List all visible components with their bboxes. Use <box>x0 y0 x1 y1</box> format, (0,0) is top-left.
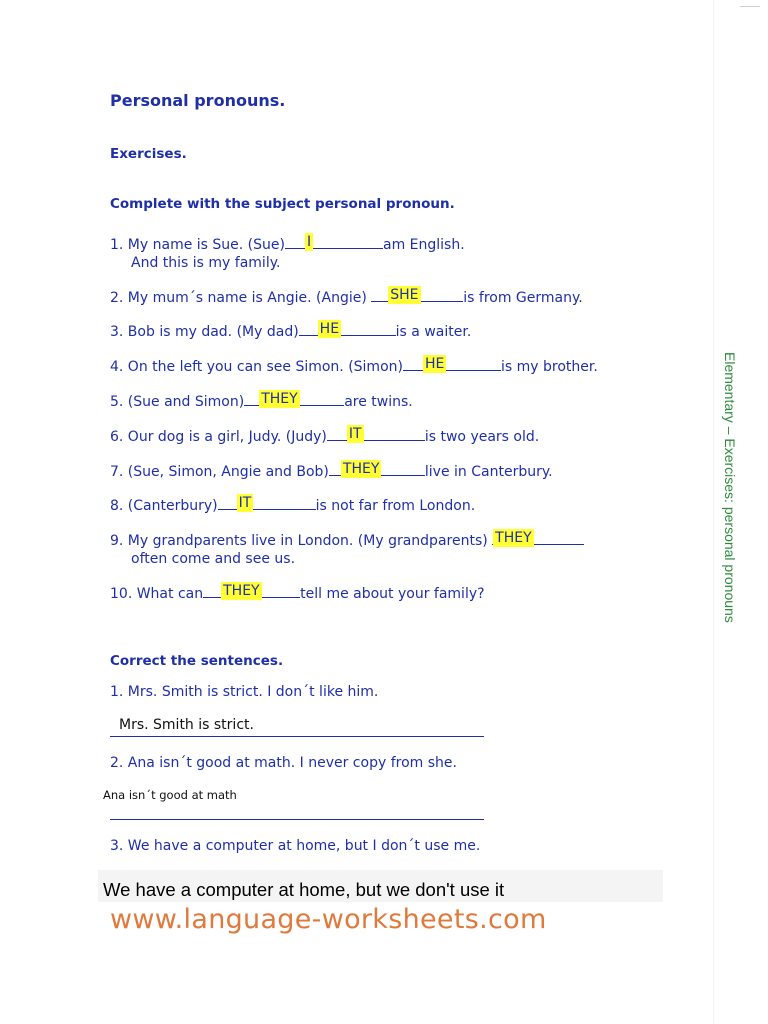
answer-highlight: IT <box>348 426 362 442</box>
exercises-heading: Exercises. <box>110 146 187 162</box>
exercise-item <box>110 286 583 307</box>
answer-blank <box>244 390 344 406</box>
item-text: live in Canterbury. <box>424 464 553 480</box>
item-continuation: often come and see us. <box>131 551 296 567</box>
answer-highlight: IT <box>238 495 252 511</box>
page-edge-divider <box>713 0 714 1024</box>
answer-highlight: I <box>306 234 312 250</box>
exercise-item <box>110 320 471 341</box>
correction-answer: We have a computer at home, but we don't use it <box>103 879 505 900</box>
section1-heading: Complete with the subject personal pronoun. <box>110 196 455 212</box>
answer-blank <box>329 460 425 476</box>
correction-question: 3. We have a computer at home, but I don´t use me. <box>110 838 481 854</box>
answer-line <box>110 819 484 820</box>
item-text: is a waiter. <box>395 324 472 340</box>
item-text: 3. Bob is my dad. (My dad) <box>110 324 299 340</box>
item-text: am English. <box>382 237 465 253</box>
website-link[interactable]: www.language-worksheets.com <box>110 904 547 935</box>
item-text: is not far from London. <box>315 498 476 514</box>
answer-blank <box>492 529 584 545</box>
exercise-item <box>110 390 413 411</box>
item-text: tell me about your family? <box>300 586 485 602</box>
item-text: are twins. <box>344 394 413 410</box>
item-text: is my brother. <box>500 359 598 375</box>
answer-line <box>110 736 484 737</box>
correction-question: 2. Ana isn´t good at math. I never copy from she. <box>110 755 457 771</box>
answer-blank <box>371 286 463 302</box>
correction-question: 1. Mrs. Smith is strict. I don´t like him. <box>110 684 379 700</box>
item-text: 1. My name is Sue. (Sue) <box>110 237 285 253</box>
exercise-item <box>110 233 465 272</box>
answer-blank <box>299 320 396 336</box>
answer-highlight: THEY <box>495 530 532 546</box>
correction-answer: Mrs. Smith is strict. <box>119 717 254 733</box>
item-text: 6. Our dog is a girl, Judy. (Judy) <box>110 429 327 445</box>
exercise-item <box>110 529 584 568</box>
item-text: 5. (Sue and Simon) <box>110 394 245 410</box>
exercise-item <box>110 582 485 603</box>
section2-heading: Correct the sentences. <box>110 653 284 669</box>
item-continuation: And this is my family. <box>131 255 281 271</box>
answer-blank <box>403 355 501 371</box>
item-text: is from Germany. <box>463 290 583 306</box>
item-text: 2. My mum´s name is Angie. (Angie) <box>110 290 372 306</box>
answer-blank <box>203 582 300 598</box>
exercise-item <box>110 460 553 481</box>
answer-highlight: HE <box>319 321 340 337</box>
answer-highlight: SHE <box>390 287 419 303</box>
item-text: 10. What can <box>110 586 204 602</box>
item-text: 4. On the left you can see Simon. (Simon) <box>110 359 403 375</box>
answer-blank <box>327 425 425 441</box>
sidebar-caption: Elementary – Exercises: personal pronouns <box>722 352 738 623</box>
page-title: Personal pronouns. <box>110 91 286 110</box>
item-text: 9. My grandparents live in London. (My grandparents) <box>110 533 493 549</box>
answer-highlight: HE <box>424 356 445 372</box>
correction-answer: Ana isn´t good at math <box>103 788 237 802</box>
answer-blank <box>285 233 383 249</box>
item-text: is two years old. <box>424 429 540 445</box>
answer-highlight: THEY <box>342 461 380 477</box>
answer-highlight: THEY <box>261 391 298 407</box>
item-text: 7. (Sue, Simon, Angie and Bob) <box>110 464 329 480</box>
exercise-item <box>110 355 598 376</box>
corner-mark <box>740 6 760 7</box>
answer-blank <box>218 494 316 510</box>
item-text: 8. (Canterbury) <box>110 498 218 514</box>
exercise-item <box>110 494 475 515</box>
exercise-item <box>110 425 539 446</box>
answer-highlight: THEY <box>223 583 260 599</box>
